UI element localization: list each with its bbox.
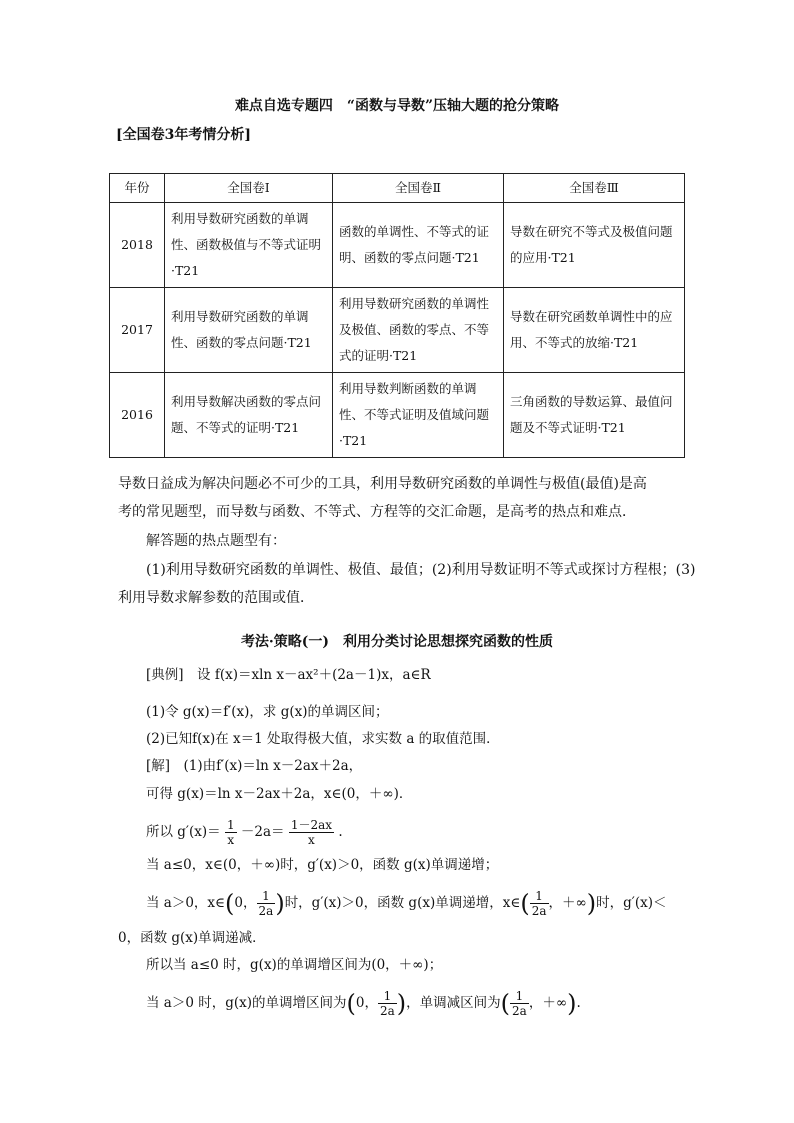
fraction: $\frac{1}{x}$ [226,818,235,847]
intro-paragraph-line: 利用导数求解参数的范围或值． [118,590,314,606]
fraction: $\frac{1}{2a}$ [379,989,395,1018]
solution-derivative-line [146,818,343,847]
cell-paper-1: 利用导数研究函数的单调性、函数极值与不等式证明·T21 [165,203,333,288]
left-paren: ( [346,989,356,1018]
page-title: 难点自选专题四 “函数与导数”压轴大题的抢分策略 [234,98,560,114]
header-paper-1: 全国卷Ⅰ [165,174,333,203]
solution-text: 所以 g′(x)＝ [146,824,221,840]
solution-case-line: 当 a＞0，x∈(0， $\frac{1}{2a}$ )时，g′(x)＞0，函数 g(x)单调递增，x∈( $\frac{1}{2a}$ ，＋∞)时，g′(x)＜ [146,889,667,918]
cell-paper-2: 利用导数研究函数的单调性及极值、函数的零点、不等式的证明·T21 [333,288,504,373]
solution-line: 当 a≤0，x∈(0，＋∞)时，g′(x)＞0，函数 g(x)单调递增； [146,857,499,873]
fraction: $\frac{1}{2a}$ [531,889,547,918]
right-paren: ) [275,889,285,918]
cell-year: 2016 [110,373,165,458]
example-statement: [典例] 设 f(x)＝xln x－ax²＋(2a－1)x，a∈R [146,667,431,683]
cell-paper-3: 三角函数的导数运算、最值问题及不等式证明·T21 [504,373,685,458]
solution-conclusion-line: 当 a＞0 时，g(x)的单调增区间为(0， $\frac{1}{2a}$ )，单调减区间为( $\frac{1}{2a}$ ，＋∞). [146,989,581,1018]
left-paren: ( [520,889,530,918]
intro-paragraph-line: 解答题的热点题型有： [146,533,286,549]
fraction: $\frac{1}{2a}$ [512,989,527,1018]
cell-paper-3: 导数在研究函数单调性中的应用、不等式的放缩·T21 [504,288,685,373]
cell-paper-2: 函数的单调性、不等式的证明、函数的零点问题·T21 [333,203,504,288]
section-title: 考法·策略(一) 利用分类讨论思想探究函数的性质 [240,634,554,650]
solution-line: 0，函数 g(x)单调递减． [118,930,266,946]
fraction: $\frac{1-2ax}{x}$ [290,818,333,847]
table-row [110,203,685,288]
solution-text: . [338,824,343,840]
table-row [110,288,685,373]
intro-paragraph-line: 考的常见题型，而导数与函数、不等式、方程等的交汇命题，是高考的热点和难点． [118,504,636,520]
table-header-row [110,174,685,203]
cell-year: 2018 [110,203,165,288]
cell-paper-1: 利用导数解决函数的零点问题、不等式的证明·T21 [165,373,333,458]
fraction: $\frac{1}{2a}$ [258,889,274,918]
cell-paper-2: 利用导数判断函数的单调性、不等式证明及值域问题·T21 [333,373,504,458]
solution-line: 所以当 a≤0 时，g(x)的单调增区间为(0，＋∞)； [146,957,443,973]
header-paper-2: 全国卷Ⅱ [333,174,504,203]
right-paren: ) [567,989,577,1018]
right-paren: ) [586,889,597,918]
left-paren: ( [500,989,511,1018]
solution-line: 可得 g(x)＝ln x－2ax＋2a，x∈(0，＋∞)． [146,786,413,802]
cell-paper-1: 利用导数研究函数的单调性、函数的零点问题·T21 [165,288,333,373]
cell-year: 2017 [110,288,165,373]
example-question-2: (2)已知f(x)在 x＝1 处取得极大值，求实数 a 的取值范围． [146,731,500,747]
header-year: 年份 [110,174,165,203]
table-row [110,373,685,458]
cell-paper-3: 导数在研究不等式及极值问题的应用·T21 [504,203,685,288]
intro-paragraph-line: (1)利用导数研究函数的单调性、极值、最值；(2)利用导数证明不等式或探讨方程根；(3) [146,562,696,578]
exam-analysis-table [109,173,685,458]
header-paper-3: 全国卷Ⅲ [504,174,685,203]
intro-paragraph-line: 导数日益成为解决问题必不可少的工具，利用导数研究函数的单调性与极值(最值)是高 [118,476,647,492]
example-question-1: (1)令 g(x)＝f′(x)，求 g(x)的单调区间； [146,704,389,720]
left-paren: ( [225,889,235,918]
right-paren: ) [396,989,407,1018]
solution-line: [解] (1)由f′(x)＝ln x－2ax＋2a， [146,758,363,774]
subtitle: [全国卷3年考情分析] [116,127,251,143]
solution-text: －2a＝ [240,824,285,840]
